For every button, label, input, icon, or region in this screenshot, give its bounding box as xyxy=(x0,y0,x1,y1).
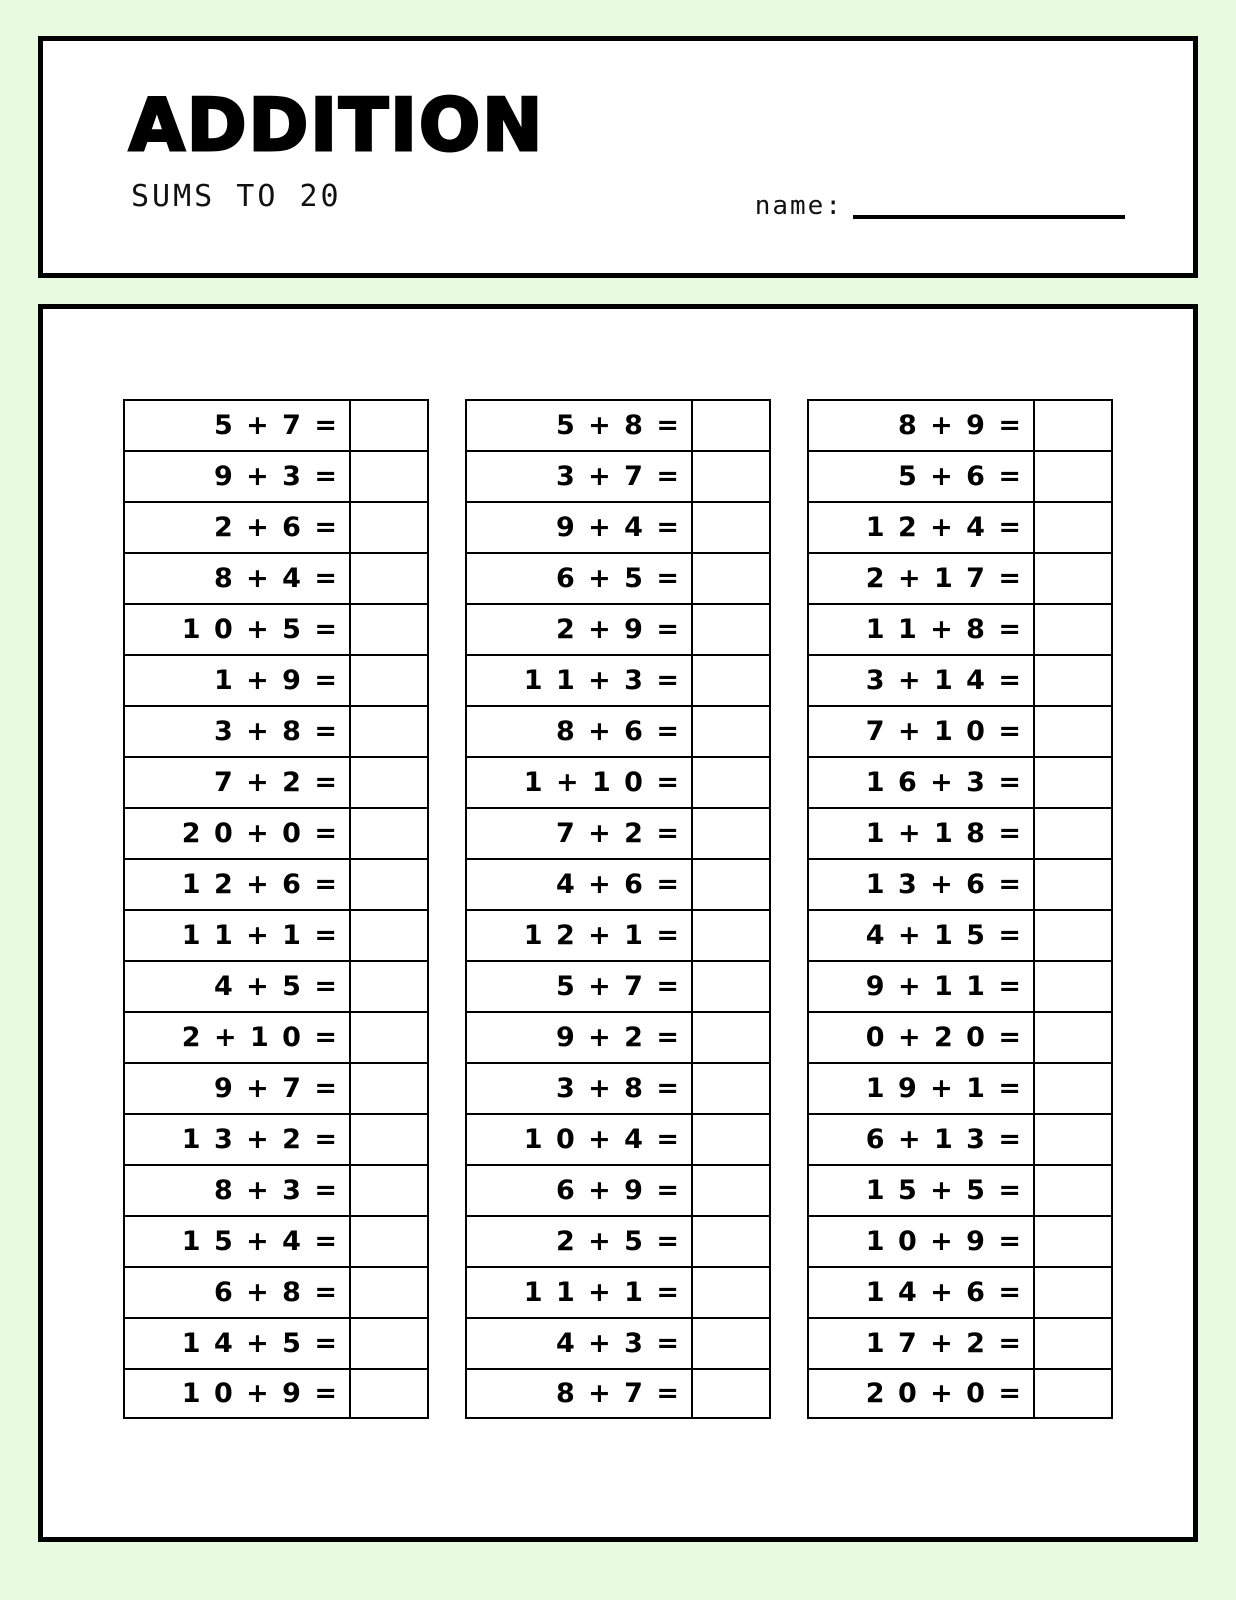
problem-text: 1 7 + 2 = xyxy=(809,1319,1035,1368)
problem-text: 1 9 + 1 = xyxy=(809,1064,1035,1113)
table-row xyxy=(123,1062,429,1113)
name-input-line[interactable] xyxy=(853,189,1125,219)
answer-box[interactable] xyxy=(1035,1370,1111,1417)
table-row xyxy=(807,756,1113,807)
problem-text: 1 1 + 8 = xyxy=(809,605,1035,654)
answer-box[interactable] xyxy=(693,656,769,705)
table-row xyxy=(123,909,429,960)
answer-box[interactable] xyxy=(693,758,769,807)
table-row xyxy=(465,1215,771,1266)
problem-text: 1 4 + 6 = xyxy=(809,1268,1035,1317)
table-row xyxy=(465,1266,771,1317)
problem-text: 1 1 + 3 = xyxy=(467,656,693,705)
table-row xyxy=(807,1011,1113,1062)
problem-column-2 xyxy=(465,399,771,1419)
answer-box[interactable] xyxy=(693,1115,769,1164)
answer-box[interactable] xyxy=(351,1013,427,1062)
problem-text: 1 2 + 4 = xyxy=(809,503,1035,552)
answer-box[interactable] xyxy=(693,1166,769,1215)
problem-text: 1 2 + 6 = xyxy=(125,860,351,909)
table-row xyxy=(123,960,429,1011)
problem-text: 1 2 + 1 = xyxy=(467,911,693,960)
answer-box[interactable] xyxy=(1035,962,1111,1011)
problem-text: 6 + 8 = xyxy=(125,1268,351,1317)
problem-column-3 xyxy=(807,399,1113,1419)
table-row xyxy=(465,960,771,1011)
table-row xyxy=(465,1062,771,1113)
table-row xyxy=(807,960,1113,1011)
table-row xyxy=(465,705,771,756)
problem-text: 9 + 7 = xyxy=(125,1064,351,1113)
problem-text: 6 + 5 = xyxy=(467,554,693,603)
table-row xyxy=(807,1368,1113,1419)
answer-box[interactable] xyxy=(1035,707,1111,756)
problem-text: 3 + 1 4 = xyxy=(809,656,1035,705)
table-row xyxy=(807,1164,1113,1215)
answer-box[interactable] xyxy=(351,554,427,603)
answer-box[interactable] xyxy=(1035,809,1111,858)
table-row xyxy=(465,1317,771,1368)
table-row xyxy=(807,1266,1113,1317)
table-row xyxy=(807,705,1113,756)
table-row xyxy=(465,501,771,552)
answer-box[interactable] xyxy=(1035,758,1111,807)
answer-box[interactable] xyxy=(693,1370,769,1417)
table-row xyxy=(123,1317,429,1368)
problem-text: 0 + 2 0 = xyxy=(809,1013,1035,1062)
problem-text: 9 + 2 = xyxy=(467,1013,693,1062)
answer-box[interactable] xyxy=(693,605,769,654)
answer-box[interactable] xyxy=(351,656,427,705)
header-panel xyxy=(38,36,1198,278)
answer-box[interactable] xyxy=(693,554,769,603)
answer-box[interactable] xyxy=(351,962,427,1011)
answer-box[interactable] xyxy=(693,452,769,501)
answer-box[interactable] xyxy=(351,401,427,450)
answer-box[interactable] xyxy=(351,860,427,909)
table-row xyxy=(465,399,771,450)
answer-box[interactable] xyxy=(693,962,769,1011)
answer-box[interactable] xyxy=(693,1268,769,1317)
table-row xyxy=(807,501,1113,552)
table-row xyxy=(465,1164,771,1215)
table-row xyxy=(123,1368,429,1419)
answer-box[interactable] xyxy=(351,1268,427,1317)
answer-box[interactable] xyxy=(351,1166,427,1215)
problem-text: 1 1 + 1 = xyxy=(125,911,351,960)
problem-text: 4 + 6 = xyxy=(467,860,693,909)
problem-text: 4 + 3 = xyxy=(467,1319,693,1368)
table-row xyxy=(807,450,1113,501)
table-row xyxy=(123,603,429,654)
table-row xyxy=(123,858,429,909)
problem-text: 5 + 6 = xyxy=(809,452,1035,501)
answer-box[interactable] xyxy=(1035,1268,1111,1317)
table-row xyxy=(807,807,1113,858)
table-row xyxy=(807,399,1113,450)
problem-text: 1 0 + 9 = xyxy=(809,1217,1035,1266)
problem-text: 9 + 4 = xyxy=(467,503,693,552)
answer-box[interactable] xyxy=(1035,503,1111,552)
problem-text: 1 4 + 5 = xyxy=(125,1319,351,1368)
problem-text: 8 + 9 = xyxy=(809,401,1035,450)
problem-text: 2 + 9 = xyxy=(467,605,693,654)
problem-text: 2 0 + 0 = xyxy=(125,809,351,858)
answer-box[interactable] xyxy=(351,809,427,858)
answer-box[interactable] xyxy=(1035,605,1111,654)
table-row xyxy=(123,1011,429,1062)
table-row xyxy=(807,1215,1113,1266)
table-row xyxy=(807,909,1113,960)
problem-text: 2 + 1 7 = xyxy=(809,554,1035,603)
table-row xyxy=(807,654,1113,705)
answer-box[interactable] xyxy=(1035,452,1111,501)
table-row xyxy=(465,654,771,705)
answer-box[interactable] xyxy=(351,1319,427,1368)
answer-box[interactable] xyxy=(351,503,427,552)
answer-box[interactable] xyxy=(1035,656,1111,705)
problem-text: 7 + 2 = xyxy=(467,809,693,858)
problem-column-1 xyxy=(123,399,429,1419)
problems-panel xyxy=(38,304,1198,1542)
problem-text: 1 0 + 5 = xyxy=(125,605,351,654)
answer-box[interactable] xyxy=(1035,554,1111,603)
answer-box[interactable] xyxy=(693,707,769,756)
problem-text: 5 + 7 = xyxy=(125,401,351,450)
name-label: name: xyxy=(754,191,843,221)
problem-text: 3 + 7 = xyxy=(467,452,693,501)
table-row xyxy=(123,552,429,603)
answer-box[interactable] xyxy=(1035,1064,1111,1113)
answer-box[interactable] xyxy=(351,452,427,501)
problem-text: 1 0 + 9 = xyxy=(125,1370,351,1417)
answer-box[interactable] xyxy=(351,1370,427,1417)
problem-text: 4 + 1 5 = xyxy=(809,911,1035,960)
problem-text: 8 + 7 = xyxy=(467,1370,693,1417)
problem-text: 5 + 8 = xyxy=(467,401,693,450)
answer-box[interactable] xyxy=(351,758,427,807)
name-field-group xyxy=(755,189,1125,219)
table-row xyxy=(123,450,429,501)
answer-box[interactable] xyxy=(693,401,769,450)
answer-box[interactable] xyxy=(693,1013,769,1062)
table-row xyxy=(465,603,771,654)
table-row xyxy=(123,705,429,756)
answer-box[interactable] xyxy=(351,1217,427,1266)
table-row xyxy=(123,1113,429,1164)
answer-box[interactable] xyxy=(351,911,427,960)
table-row xyxy=(465,552,771,603)
table-row xyxy=(807,1317,1113,1368)
table-row xyxy=(807,858,1113,909)
problem-text: 1 6 + 3 = xyxy=(809,758,1035,807)
answer-box[interactable] xyxy=(351,1115,427,1164)
problem-columns xyxy=(43,399,1193,1419)
problem-text: 8 + 4 = xyxy=(125,554,351,603)
table-row xyxy=(123,654,429,705)
answer-box[interactable] xyxy=(1035,1319,1111,1368)
answer-box[interactable] xyxy=(351,605,427,654)
answer-box[interactable] xyxy=(1035,1166,1111,1215)
table-row xyxy=(123,1215,429,1266)
answer-box[interactable] xyxy=(351,1064,427,1113)
problem-text: 2 0 + 0 = xyxy=(809,1370,1035,1417)
table-row xyxy=(465,858,771,909)
answer-box[interactable] xyxy=(693,809,769,858)
table-row xyxy=(123,1266,429,1317)
table-row xyxy=(465,909,771,960)
table-row xyxy=(807,1113,1113,1164)
problem-text: 2 + 1 0 = xyxy=(125,1013,351,1062)
problem-text: 7 + 1 0 = xyxy=(809,707,1035,756)
page-subtitle: SUMS TO 20 xyxy=(131,179,342,214)
answer-box[interactable] xyxy=(693,1217,769,1266)
table-row xyxy=(123,756,429,807)
answer-box[interactable] xyxy=(1035,401,1111,450)
answer-box[interactable] xyxy=(1035,860,1111,909)
table-row xyxy=(123,807,429,858)
table-row xyxy=(807,603,1113,654)
table-row xyxy=(123,399,429,450)
problem-text: 1 5 + 4 = xyxy=(125,1217,351,1266)
answer-box[interactable] xyxy=(351,707,427,756)
problem-text: 8 + 6 = xyxy=(467,707,693,756)
table-row xyxy=(807,1062,1113,1113)
problem-text: 1 + 1 8 = xyxy=(809,809,1035,858)
problem-text: 2 + 6 = xyxy=(125,503,351,552)
problem-text: 2 + 5 = xyxy=(467,1217,693,1266)
page-title: ADDITION xyxy=(129,83,545,167)
answer-box[interactable] xyxy=(1035,1115,1111,1164)
problem-text: 1 1 + 1 = xyxy=(467,1268,693,1317)
problem-text: 1 3 + 6 = xyxy=(809,860,1035,909)
problem-text: 3 + 8 = xyxy=(467,1064,693,1113)
answer-box[interactable] xyxy=(693,503,769,552)
answer-box[interactable] xyxy=(1035,1217,1111,1266)
problem-text: 8 + 3 = xyxy=(125,1166,351,1215)
table-row xyxy=(807,552,1113,603)
problem-text: 5 + 7 = xyxy=(467,962,693,1011)
problem-text: 9 + 3 = xyxy=(125,452,351,501)
answer-box[interactable] xyxy=(1035,1013,1111,1062)
answer-box[interactable] xyxy=(693,911,769,960)
problem-text: 1 3 + 2 = xyxy=(125,1115,351,1164)
table-row xyxy=(465,1011,771,1062)
table-row xyxy=(465,756,771,807)
answer-box[interactable] xyxy=(693,1064,769,1113)
answer-box[interactable] xyxy=(1035,911,1111,960)
table-row xyxy=(465,807,771,858)
problem-text: 4 + 5 = xyxy=(125,962,351,1011)
problem-text: 3 + 8 = xyxy=(125,707,351,756)
problem-text: 6 + 1 3 = xyxy=(809,1115,1035,1164)
problem-text: 1 0 + 4 = xyxy=(467,1115,693,1164)
table-row xyxy=(123,1164,429,1215)
problem-text: 7 + 2 = xyxy=(125,758,351,807)
table-row xyxy=(465,450,771,501)
problem-text: 9 + 1 1 = xyxy=(809,962,1035,1011)
answer-box[interactable] xyxy=(693,1319,769,1368)
answer-box[interactable] xyxy=(693,860,769,909)
table-row xyxy=(123,501,429,552)
problem-text: 1 5 + 5 = xyxy=(809,1166,1035,1215)
table-row xyxy=(465,1368,771,1419)
problem-text: 1 + 9 = xyxy=(125,656,351,705)
problem-text: 1 + 1 0 = xyxy=(467,758,693,807)
table-row xyxy=(465,1113,771,1164)
problem-text: 6 + 9 = xyxy=(467,1166,693,1215)
